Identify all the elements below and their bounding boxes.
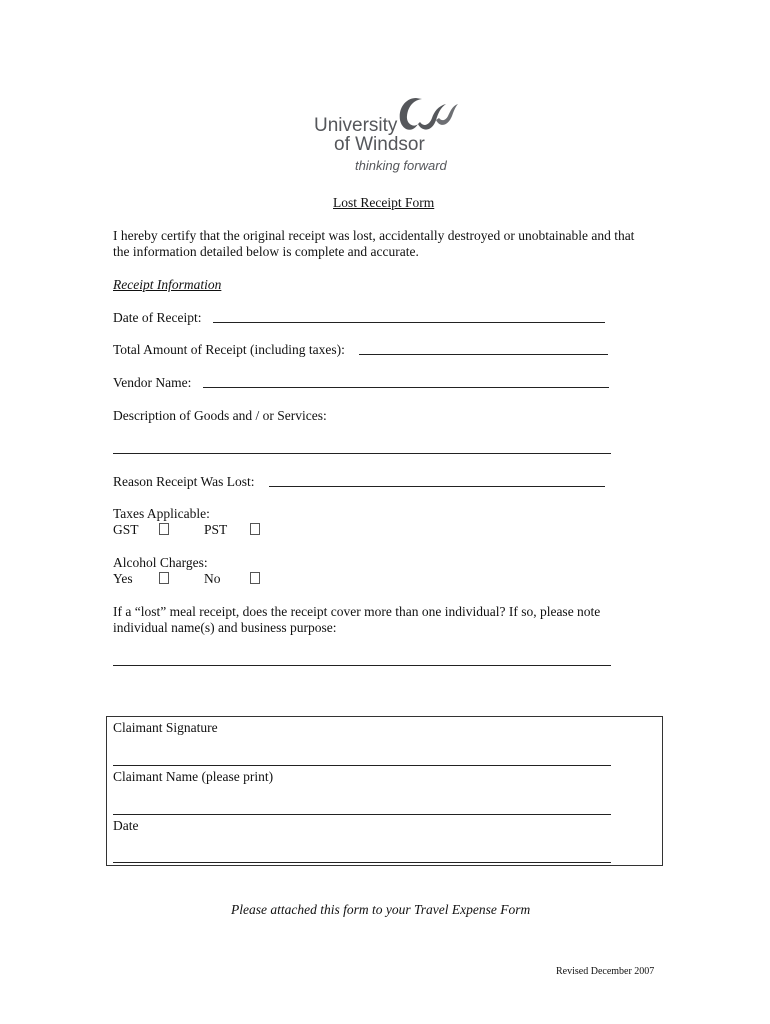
description-field[interactable]: [113, 453, 611, 454]
date-field[interactable]: [113, 862, 611, 863]
certification-line-2: the information detailed below is complete and accurate.: [113, 244, 419, 259]
attach-note: Please attached this form to your Travel Expense Form: [231, 902, 531, 917]
claimant-name-field[interactable]: [113, 814, 611, 815]
reason-lost-label: Reason Receipt Was Lost:: [113, 474, 255, 489]
meal-details-field[interactable]: [113, 665, 611, 666]
gst-checkbox[interactable]: [159, 523, 169, 535]
vendor-name-field[interactable]: [203, 387, 609, 388]
signature-box: [106, 716, 663, 866]
vendor-name-label: Vendor Name:: [113, 375, 192, 390]
description-label: Description of Goods and / or Services:: [113, 408, 327, 423]
alcohol-charges-label: Alcohol Charges:: [113, 555, 208, 570]
logo-line-1: University: [314, 115, 398, 136]
meal-question-line-1: If a “lost” meal receipt, does the receipt cover more than one individual? If so, please note: [113, 604, 601, 619]
alcohol-yes-label: Yes: [113, 571, 133, 586]
claimant-name-label: Claimant Name (please print): [113, 769, 274, 784]
section-heading: Receipt Information: [113, 277, 222, 292]
claimant-signature-field[interactable]: [113, 765, 611, 766]
pst-checkbox[interactable]: [250, 523, 260, 535]
total-amount-label: Total Amount of Receipt (including taxes):: [113, 342, 345, 357]
form-title: Lost Receipt Form: [333, 195, 435, 210]
logo-swoosh-icon: [394, 94, 458, 136]
total-amount-field[interactable]: [359, 354, 608, 355]
alcohol-yes-checkbox[interactable]: [159, 572, 169, 584]
logo-tagline: thinking forward: [355, 158, 447, 173]
date-label: Date: [113, 818, 139, 833]
gst-label: GST: [113, 522, 139, 537]
alcohol-no-label: No: [204, 571, 221, 586]
date-of-receipt-field[interactable]: [213, 322, 605, 323]
claimant-signature-label: Claimant Signature: [113, 720, 218, 735]
meal-question-line-2: individual name(s) and business purpose:: [113, 620, 337, 635]
revised-date: Revised December 2007: [556, 966, 655, 977]
logo-line-2: of Windsor: [334, 134, 425, 155]
alcohol-no-checkbox[interactable]: [250, 572, 260, 584]
certification-line-1: I hereby certify that the original receipt was lost, accidentally destroyed or unobtainable and that: [113, 228, 635, 243]
pst-label: PST: [204, 522, 228, 537]
date-of-receipt-label: Date of Receipt:: [113, 310, 202, 325]
taxes-applicable-label: Taxes Applicable:: [113, 506, 210, 521]
reason-lost-field[interactable]: [269, 486, 605, 487]
